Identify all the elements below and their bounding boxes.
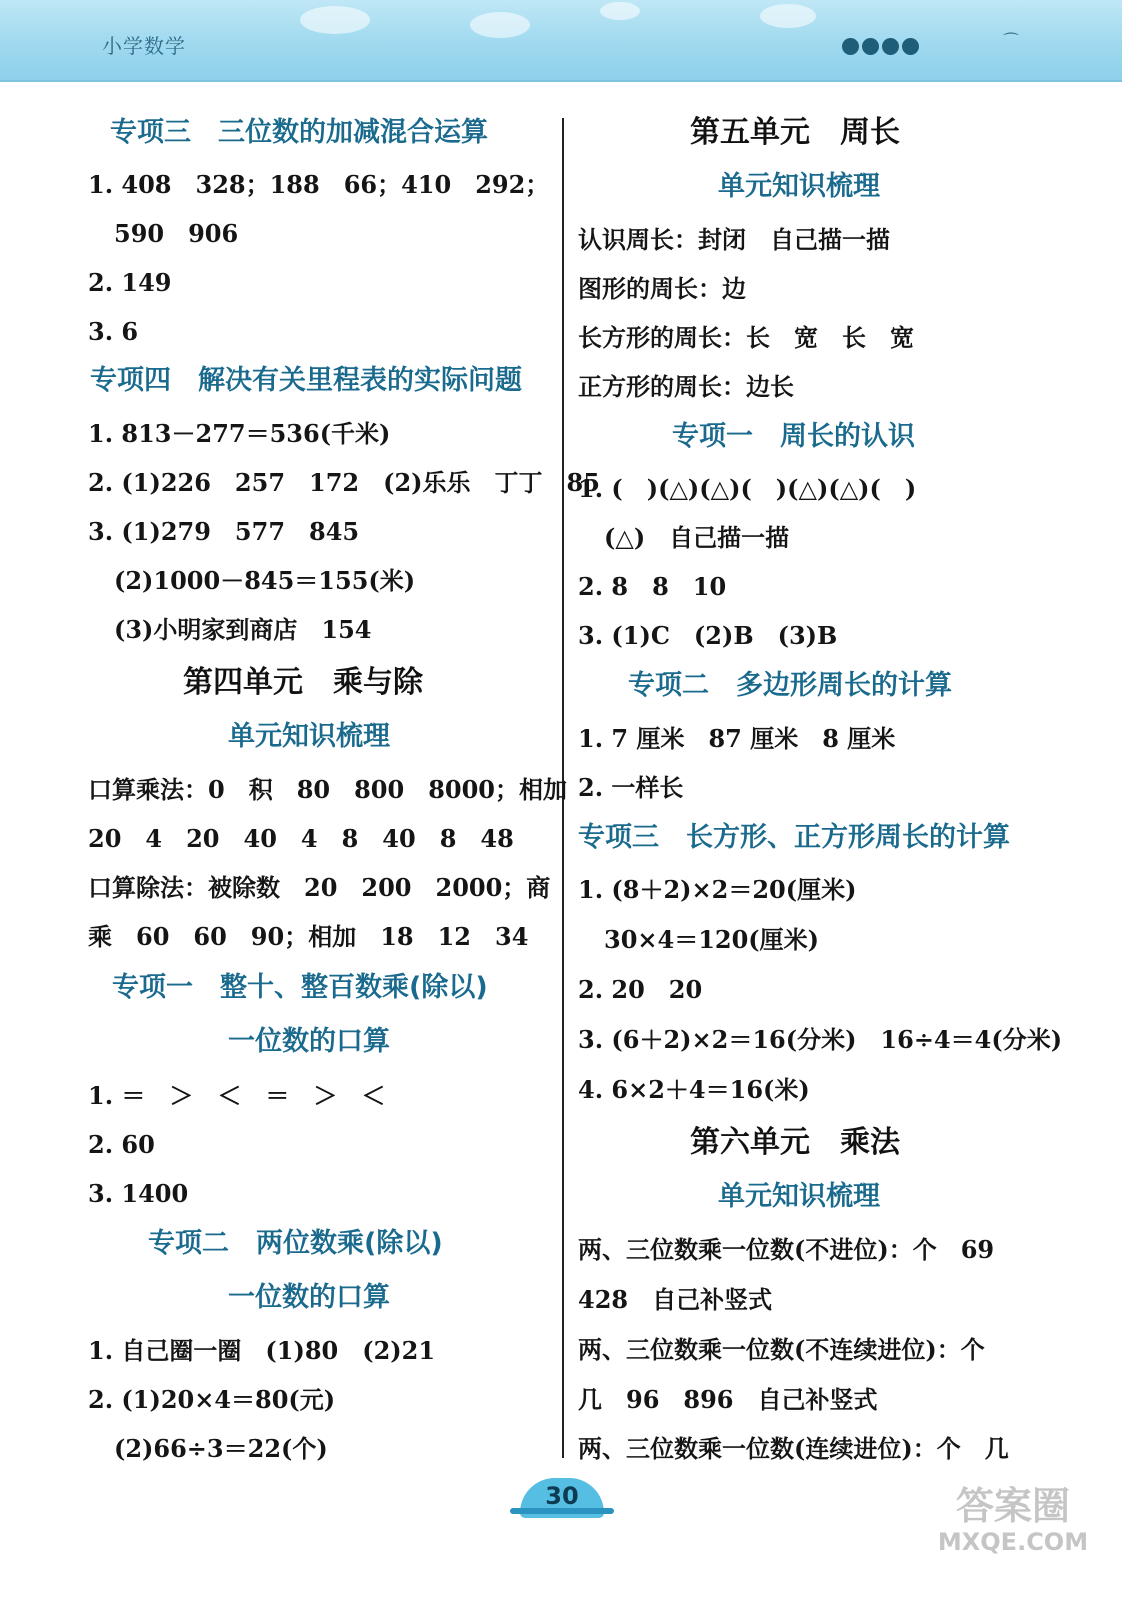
left-t3-line1: 1. 408 328；188 66；410 292； <box>88 170 550 199</box>
left-unit4-subtitle: 单元知识梳理 <box>228 721 390 752</box>
bird-icon: ⌒ <box>1003 31 1020 50</box>
left-topic4-title: 专项四 解决有关里程表的实际问题 <box>90 365 522 396</box>
right-u5-line4: 正方形的周长：边长 <box>578 372 794 401</box>
left-u4t1-line2: 2. 60 <box>88 1130 155 1159</box>
left-topic3-title: 专项三 三位数的加减混合运算 <box>110 117 488 148</box>
left-u4-topic2-subtitle: 一位数的口算 <box>228 1282 390 1313</box>
right-unit5-subtitle: 单元知识梳理 <box>718 171 880 202</box>
left-u4t2-line1: 1. 自己圈一圈 (1)80 (2)21 <box>88 1336 436 1365</box>
right-t1-line4: 3. (1)C (2)B (3)B <box>578 621 838 650</box>
right-unit5-title: 第五单元 周长 <box>690 115 900 150</box>
watermark-line1: 答案圈 <box>955 1484 1070 1528</box>
right-topic3-title: 专项三 长方形、正方形周长的计算 <box>578 822 1010 853</box>
right-u6-line1: 两、三位数乘一位数(不进位)：个 69 <box>578 1235 995 1264</box>
brand-label: 小学数学 <box>102 34 186 58</box>
left-t4-line3: 3. (1)279 577 845 <box>88 517 360 546</box>
right-u5-line2: 图形的周长：边 <box>578 274 746 303</box>
left-u4-topic2-title: 专项二 两位数乘(除以) <box>148 1228 443 1259</box>
left-t3-line3: 2. 149 <box>88 268 172 297</box>
right-u5-line1: 认识周长：封闭 自己描一描 <box>578 225 890 254</box>
page-number-badge <box>510 1470 614 1516</box>
right-t1-line2: (△) 自己描一描 <box>604 523 790 552</box>
right-u6-line3: 两、三位数乘一位数(不连续进位)：个 <box>578 1335 985 1364</box>
left-t3-line2: 590 906 <box>114 219 239 248</box>
tree-dots-icon <box>842 38 922 59</box>
right-t3-line4: 3. (6＋2)×2＝16(分米) 16÷4＝4(分米) <box>578 1025 1063 1054</box>
left-unit4-title: 第四单元 乘与除 <box>183 665 423 700</box>
watermark-line2: MXQE.COM <box>937 1528 1089 1556</box>
right-u6-line2: 428 自己补竖式 <box>578 1285 773 1314</box>
left-u4t1-line3: 3. 1400 <box>88 1179 189 1208</box>
watermark <box>928 1484 1098 1556</box>
left-u4-line1: 口算乘法：0 积 80 800 8000；相加 <box>88 775 567 804</box>
right-t2-line2: 2. 一样长 <box>578 773 684 802</box>
right-t3-line2: 30×4＝120(厘米) <box>604 925 820 954</box>
left-t4-line5: (3)小明家到商店 154 <box>114 615 372 644</box>
left-u4-line2: 20 4 20 40 4 8 40 8 48 <box>88 824 514 853</box>
right-t1-line3: 2. 8 8 10 <box>578 572 727 601</box>
right-u6-line4: 几 96 896 自己补竖式 <box>578 1385 878 1414</box>
right-u6-line5: 两、三位数乘一位数(连续进位)：个 几 <box>578 1434 1009 1463</box>
left-u4t2-line3: (2)66÷3＝22(个) <box>114 1434 328 1463</box>
right-u5-line3: 长方形的周长：长 宽 长 宽 <box>578 323 914 352</box>
right-t3-line3: 2. 20 20 <box>578 975 703 1004</box>
left-u4t2-line2: 2. (1)20×4＝80(元) <box>88 1385 336 1414</box>
right-t3-line1: 1. (8＋2)×2＝20(厘米) <box>578 875 857 904</box>
right-t3-line5: 4. 6×2＋4＝16(米) <box>578 1075 810 1104</box>
left-u4-line4: 乘 60 60 90；相加 18 12 34 <box>88 922 529 951</box>
right-unit6-subtitle: 单元知识梳理 <box>718 1181 880 1212</box>
right-topic2-title: 专项二 多边形周长的计算 <box>628 670 952 701</box>
right-unit6-title: 第六单元 乘法 <box>690 1125 900 1160</box>
left-t3-line4: 3. 6 <box>88 317 139 346</box>
right-t1-line1: 1. ( )(△)(△)( )(△)(△)( ) <box>578 474 917 503</box>
left-t4-line4: (2)1000－845＝155(米) <box>114 566 416 595</box>
right-topic1-title: 专项一 周长的认识 <box>672 421 915 452</box>
left-u4-topic1-title: 专项一 整十、整百数乘(除以) <box>112 972 488 1003</box>
left-t4-line1: 1. 813－277＝536(千米) <box>88 419 391 448</box>
left-u4-topic1-subtitle: 一位数的口算 <box>228 1026 390 1057</box>
right-t2-line1: 1. 7 厘米 87 厘米 8 厘米 <box>578 724 896 753</box>
left-u4-line3: 口算除法：被除数 20 200 2000；商 <box>88 873 551 902</box>
header-banner <box>0 0 1122 82</box>
left-u4t1-line1: 1. ＝ ＞ ＜ ＝ ＞ ＜ <box>88 1081 386 1110</box>
page-number: 30 <box>545 1482 579 1510</box>
left-t4-line2: 2. (1)226 257 172 (2)乐乐 丁丁 85 <box>88 468 600 497</box>
